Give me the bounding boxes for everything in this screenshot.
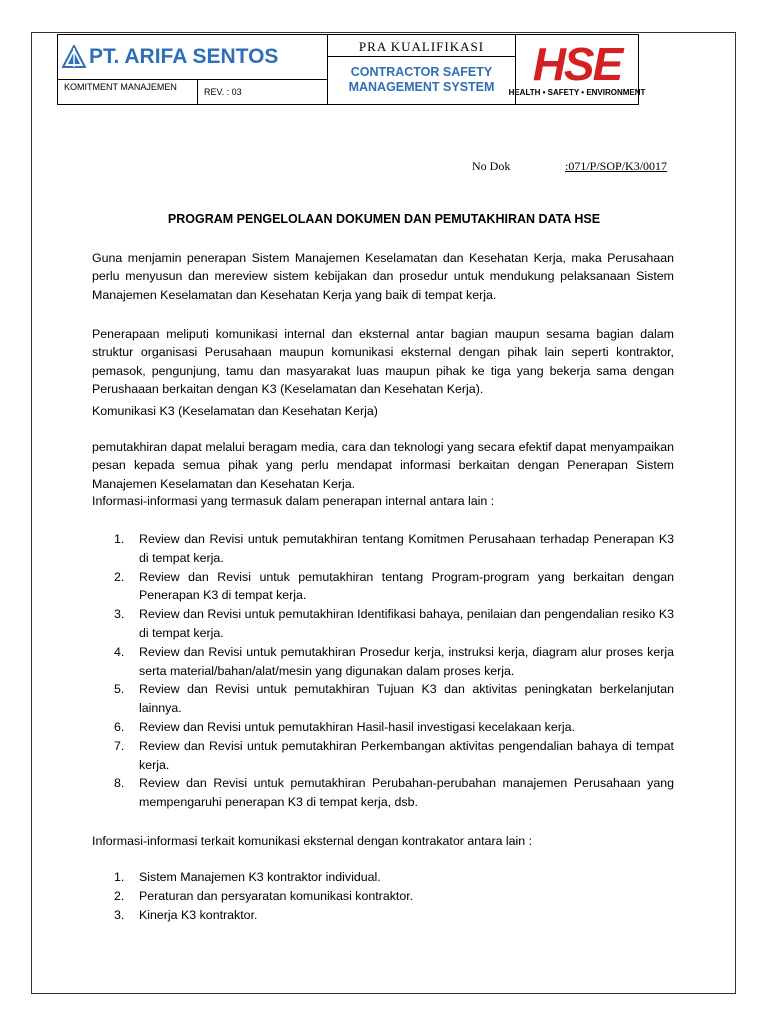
list-item-number: 8. (114, 776, 125, 791)
document-number-value: :071/P/SOP/K3/0017 (565, 159, 668, 173)
hse-logo (508, 35, 646, 104)
list-item-number: 4. (114, 644, 125, 659)
document-number (472, 159, 667, 174)
company-logo-cell (58, 35, 328, 80)
list-item (92, 887, 674, 906)
csms-title-line1: CONTRACTOR SAFETY (350, 65, 493, 79)
list-item-text: Kinerja K3 kontraktor. (139, 907, 258, 922)
csms-title-line2: MANAGEMENT SYSTEM (348, 80, 495, 94)
list-item-text: Review dan Revisi untuk pemutakhiran Identifikasi bahaya, penilaian dan pengendalian resiko K3 di tempat kerja. (139, 607, 674, 640)
list-item (92, 906, 674, 925)
company-logo-icon (62, 45, 86, 69)
list-item-number: 3. (114, 907, 125, 922)
paragraph-pemutakhiran: pemutakhiran dapat melalui beragam media, cara dan teknologi yang secara efektif dapat menyampaikan pesan kepada semua pihak yang perlu mendapat informasi berkaitan dengan Penerapan Sistem Manajemen Keselamatan dan Kesehatan Kerja. (92, 440, 674, 491)
list-item (92, 718, 674, 737)
list-item-number: 5. (114, 682, 125, 697)
list-item-number: 1. (114, 870, 125, 884)
document-header (57, 34, 646, 105)
paragraph-intro: Guna menjamin penerapan Sistem Manajemen Keselamatan dan Kesehatan Kerja, maka Perusahaan perlu menyusun dan mereview sistem kebijakan dan prosedur untuk mendukung pelaksanaan Sistem Manajemen Keselamatan dan Kesehatan Kerja yang baik di tempat kerja. (92, 251, 674, 302)
hse-logo-text: HSE (532, 38, 622, 90)
list-item-text: Peraturan dan persyaratan komunikasi kontraktor. (139, 888, 414, 903)
document-number-label: No Dok (472, 159, 511, 173)
komitmen-label: KOMITMENT MANAJEMEN (58, 80, 198, 104)
list-item-text: Review dan Revisi untuk pemutakhiran Prosedur kerja, instruksi kerja, diagram alur proses kerja serta material/bahan/alat/mesin yang digunakan dalam proses kerja. (139, 644, 674, 678)
list-item (92, 868, 674, 887)
list-item-text: Sistem Manajemen K3 kontraktor individual. (139, 870, 381, 884)
paragraph-internal-intro: Informasi-informasi yang termasuk dalam penerapan internal antara lain : (92, 494, 495, 508)
paragraph-komunikasi: Komunikasi K3 (Keselamatan dan Kesehatan Kerja) (92, 404, 378, 418)
company-name: PT. ARIFA SENTOS (89, 45, 279, 68)
list-item (92, 605, 674, 643)
list-item-number: 7. (114, 738, 125, 753)
internal-info-list (92, 530, 674, 812)
list-item (92, 680, 674, 718)
list-item-number: 6. (114, 719, 125, 734)
revision-label: REV. : 03 (198, 80, 328, 104)
pra-kualifikasi-label: PRA KUALIFIKASI (328, 35, 516, 57)
list-item (92, 737, 674, 775)
list-item-number: 3. (114, 607, 125, 622)
list-item-number: 1. (114, 532, 125, 546)
list-item-text: Review dan Revisi untuk pemutakhiran Perubahan-perubahan manajemen Perusahaan yang mempengaruhi penerapan K3 di tempat kerja, dsb. (139, 776, 674, 810)
list-item (92, 530, 674, 568)
list-item-text: Review dan Revisi untuk pemutakhiran tentang Komitmen Perusahaan terhadap Penerapan K3 di tempat kerja. (139, 532, 674, 565)
list-item (92, 568, 674, 606)
list-item-text: Review dan Revisi untuk pemutakhiran Perkembangan aktivitas pengendalian bahaya di tempat kerja. (139, 738, 674, 772)
list-item-number: 2. (114, 888, 125, 903)
list-item-text: Review dan Revisi untuk pemutakhiran tentang Program-program yang berkaitan dengan Penerapan K3 di tempat kerja. (139, 569, 674, 603)
list-item-text: Review dan Revisi untuk pemutakhiran Hasil-hasil investigasi kecelakaan kerja. (139, 719, 575, 734)
external-info-list (92, 868, 674, 924)
hse-tagline: HEALTH • SAFETY • ENVIRONMENT (508, 88, 646, 97)
paragraph-external-intro: Informasi-informasi terkait komunikasi eksternal dengan kontrakator antara lain : (92, 834, 533, 848)
csms-title (328, 57, 516, 104)
list-item (92, 643, 674, 681)
list-item-text: Review dan Revisi untuk pemutakhiran Tujuan K3 dan aktivitas peningkatan berkelanjutan lainnya. (139, 682, 674, 716)
document-title: PROGRAM PENGELOLAAN DOKUMEN DAN PEMUTAKHIRAN DATA HSE (167, 212, 601, 226)
paragraph-penerapan: Penerapaan meliputi komunikasi internal dan eksternal antar bagian maupun sesama bagian dalam struktur organisasi Perusahaan maupun komunikasi eksternal dengan pihak lain seperti kontraktor, pemasok, pengunjung, tamu dan masyarakat luas maupun pihak ke tiga yang bekerja sama dengan Perushaaan berkaitan dengan K3 (Keselamatan dan Kesehatan Kerja). (92, 327, 674, 397)
list-item (92, 774, 674, 812)
list-item-number: 2. (114, 569, 125, 584)
